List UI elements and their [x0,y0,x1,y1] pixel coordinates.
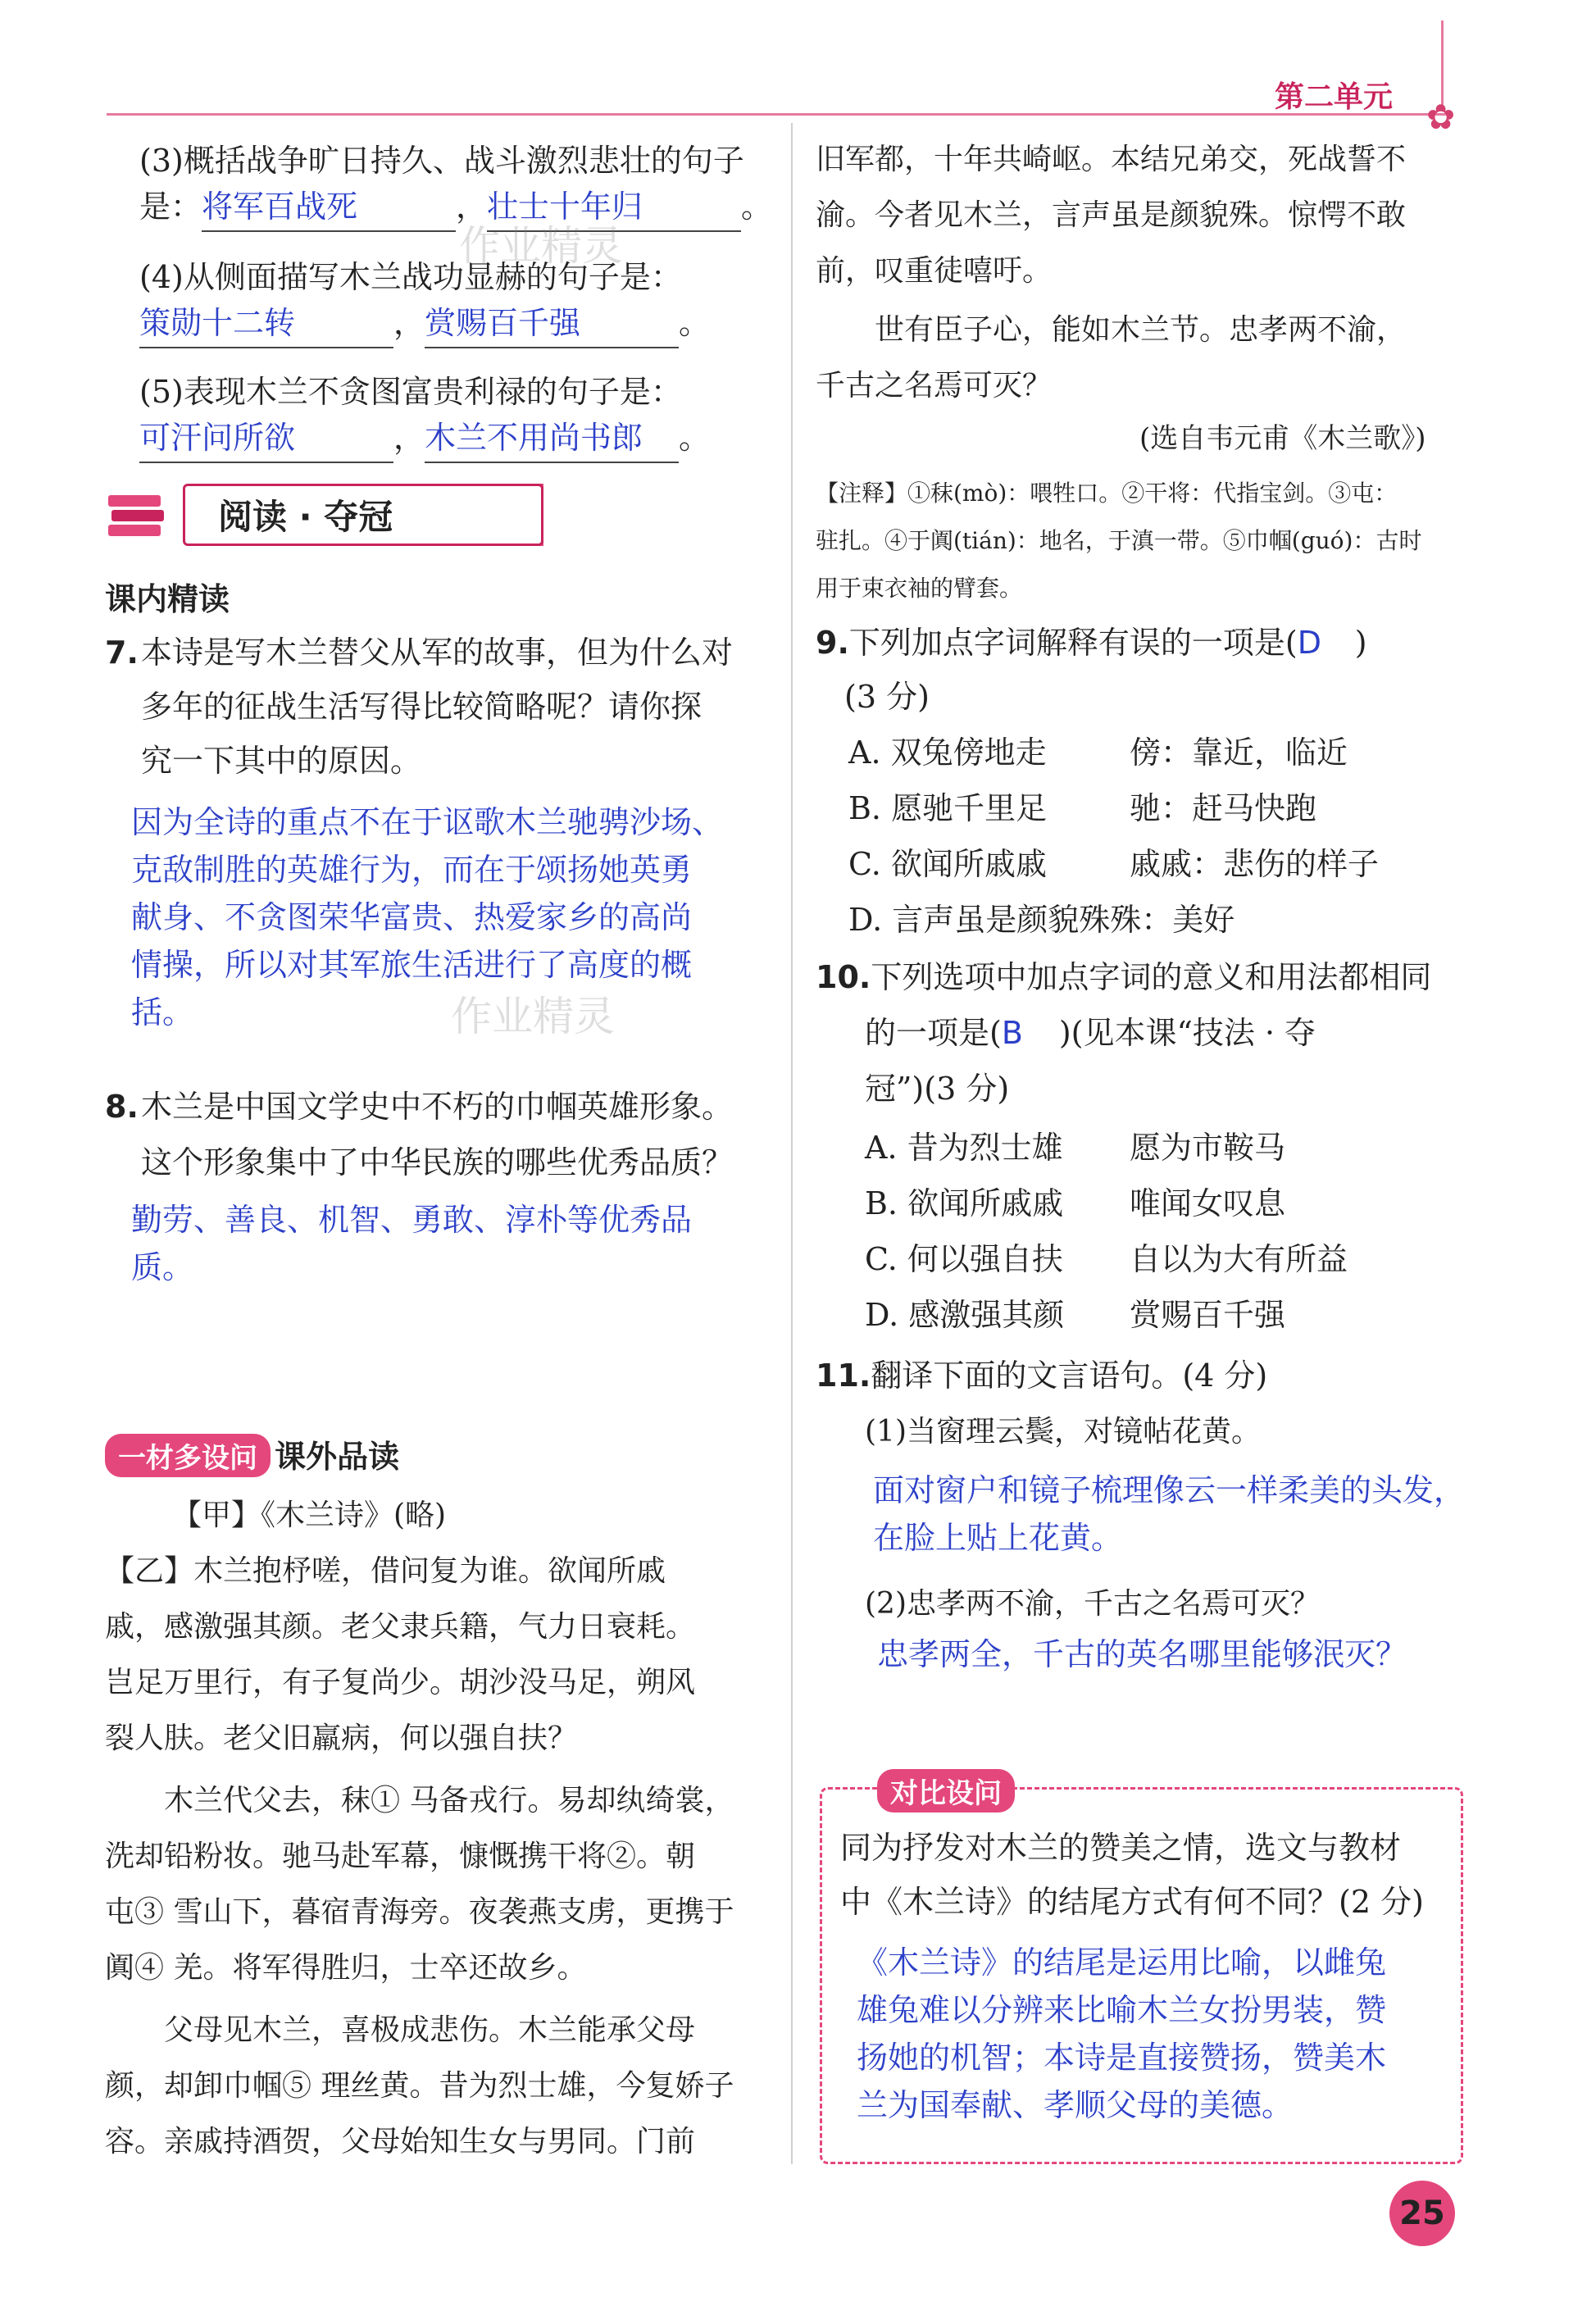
banner-title: 阅读 · 夺冠 [183,484,543,546]
passage-yi-line: 裂人肤。老父旧羸病，何以强自扶？ [105,1722,578,1755]
compare-question-line-1: 同为抒发对木兰的赞美之情，选文与教材 [840,1830,1402,1866]
q3-answer-line: 是：将军百战死 ，壮士十年归 。 [139,184,772,232]
q9-option-d-explanation: 殊：美好 [1110,902,1235,938]
extra-reading-title: 课外品读 [275,1439,400,1475]
q9-option-c: C. 欲闻所戚戚 [848,846,1047,882]
q10-option-a: A. 昔为烈士雄 [865,1130,1063,1166]
q10-stem-line-2: 的一项是(B )(见本课“技法 · 夺 [865,1010,1316,1057]
q9-option-a: A. 双兔傍地走 [848,735,1047,771]
poem-line: 世有臣子心，能如木兰节。忠孝两不渝， [816,313,1407,347]
chinese-knot-icon: ✿ [1426,97,1456,137]
q10-stem: 10.下列选项中加点字词的意义和用法都相同 [816,959,1432,995]
page-number: 25 [1389,2181,1455,2246]
compare-question-line-2: 中《木兰诗》的结尾方式有何不同？(2 分) [840,1884,1424,1920]
q10-option-b-compare: 唯闻女叹息 [1130,1185,1286,1221]
poem-line: 旧军都，十年共崎岖。本结兄弟交，死战誓不 [816,143,1407,176]
q11-answer-1-line-2: 在脸上贴上花黄。 [873,1520,1123,1556]
compare-answer-line-3: 扬她的机智；本诗是直接赞扬，赞美木 [857,2040,1387,2076]
q11-answer-1-line-1: 面对窗户和镜子梳理像云一样柔美的头发， [873,1472,1466,1508]
poem-line: 渝。今者见木兰，言声虽是颜貌殊。惊愕不敢 [816,198,1407,232]
q10-option-a-compare: 愿为市鞍马 [1130,1130,1286,1166]
compare-answer-line-4: 兰为国奉献、孝顺父母的美德。 [857,2087,1294,2123]
q7-answer-3: 献身、不贪图荣华富贵、热爱家乡的高尚 [131,899,693,935]
q7-answer-4: 情操，所以对其军旅生活进行了高度的概 [131,947,693,983]
column-divider [791,123,793,2164]
q5-label: (5)表现木兰不贪图富贵利禄的句子是： [139,374,682,410]
annotation-line: 驻扎。④于阗(tián)：地名，于滇一带。⑤巾帼(guó)：古时 [816,527,1422,554]
passage-yi-line: 岂足万里行，有子复尚少。胡沙没马足，朔风 [105,1666,696,1699]
poem-line: 千古之名焉可灭？ [816,369,1053,403]
passage-yi-line: 容。亲戚持酒贺，父母始知生女与男同。门前 [105,2125,696,2158]
q3-answer-2: 壮士十年归 [487,184,741,232]
q7-line-1: 本诗是写木兰替父从军的故事，但为什么对 [141,634,734,671]
passage-yi-line: 颜，却卸巾帼⑤ 理丝黄。昔为烈士雄，今复娇子 [105,2069,734,2103]
poem-line: 前，叹重徒嘻吁。 [816,254,1053,288]
q11-sentence-1: (1)当窗理云鬓，对镜帖花黄。 [865,1415,1261,1449]
q10-option-c-compare: 自以为大有所益 [1130,1241,1348,1277]
compare-answer-line-1: 《木兰诗》的结尾是运用比喻，以雌兔 [857,1944,1387,1981]
q5-answer-1: 可汗问所欲 [139,415,393,463]
annotation-line: 用于束衣袖的臂套。 [816,575,1023,602]
q8-number: 8. [105,1089,139,1125]
q9-option-b: B. 愿驰千里足 [848,790,1048,826]
q11-stem: 11.翻译下面的文言语句。(4 分) [816,1358,1268,1394]
q7-answer-1: 因为全诗的重点不在于讴歌木兰驰骋沙场、 [131,804,724,840]
q7-line-2: 多年的征战生活写得比较简略呢？请你探 [141,689,703,725]
passage-yi-line: 洗却铅粉妆。驰马赴军幕，慷慨携干将②。朝 [105,1840,696,1873]
q5-answer-line: 可汗问所欲 ，木兰不用尚书郎 。 [139,415,710,463]
q4-answer-1: 策勋十二转 [139,300,393,348]
q10-answer: B [1001,1015,1023,1051]
q5-answer-2: 木兰不用尚书郎 [425,415,679,463]
annotation-line: 【注释】①秣(mò)：喂牲口。②干将：代指宝剑。③屯： [816,480,1398,507]
q4-answer-line: 策勋十二转 ，赏赐百千强 。 [139,300,710,348]
passage-yi-line: 父母见木兰，喜极成悲伤。木兰能承父母 [105,2013,696,2047]
poem-source: (选自韦元甫《木兰歌》) [1139,422,1426,455]
passage-yi-line: 阗④ 羌。将军得胜归，士卒还故乡。 [105,1951,587,1985]
books-icon [105,489,171,541]
q9-option-d: D. 言声虽是颜貌殊殊：美好 [848,902,1235,938]
q10-option-d-compare: 赏赐百千强 [1130,1297,1286,1333]
q10-stem-line-3: 冠”)(3 分) [865,1071,1010,1107]
extra-reading-heading [105,1431,399,1477]
q7-number: 7. [105,634,139,671]
compare-tag: 对比设问 [877,1769,1015,1813]
q8-answer-1: 勤劳、善良、机智、勇敢、淳朴等优秀品 [131,1202,693,1238]
q4-answer-2: 赏赐百千强 [425,300,679,348]
q9-score: (3 分) [844,679,930,715]
watermark: 作业精灵 [459,222,623,270]
q7-line-3: 究一下其中的原因。 [141,743,422,779]
q10-option-c: C. 何以强自扶 [865,1241,1063,1277]
passage-yi-line: 屯③ 雪山下，暮宿青海旁。夜袭燕支虏，更携于 [105,1895,734,1929]
compare-answer-line-2: 雄兔难以分辨来比喻木兰女扮男装，赞 [857,1992,1387,2028]
q10-option-b: B. 欲闻所戚戚 [865,1185,1064,1221]
q7-answer-2: 克敌制胜的英雄行为，而在于颂扬她英勇 [131,852,693,888]
passage-yi-line: 木兰代父去，秣① 马备戎行。易却纨绮裳， [105,1784,734,1817]
q9-stem: 9.下列加点字词解释有误的一项是(D ) [816,620,1367,666]
q10-option-d: D. 感激强其颜 [865,1297,1065,1333]
q4-label: (4)从侧面描写木兰战功显赫的句子是： [139,259,682,295]
watermark: 作业精灵 [451,993,615,1040]
q9-option-c-explanation: 戚戚：悲伤的样子 [1130,846,1380,882]
q11-sentence-2: (2)忠孝两不渝，千古之名焉可灭？ [865,1587,1320,1621]
passage-yi-line: 戚，感激强其颜。老父隶兵籍，气力日衰耗。 [105,1610,696,1644]
passage-jia: 【甲】《木兰诗》(略) [172,1499,447,1532]
q3-answer-1: 将军百战死 [202,184,456,232]
unit-title: 第二单元 [1275,80,1394,114]
q3-label: (3)概括战争旷日持久、战斗激烈悲壮的句子 [139,143,744,179]
q11-answer-2: 忠孝两全，千古的英名哪里能够泯灭？ [877,1636,1407,1672]
q9-answer: D [1297,625,1321,661]
header-rule [107,113,1451,116]
passage-yi-line: 【乙】木兰抱杼嗟，借问复为谁。欲闻所戚 [105,1554,666,1588]
q9-option-b-explanation: 驰：赶马快跑 [1130,790,1317,826]
extra-reading-tag: 一材多设问 [105,1434,271,1477]
intensive-reading-heading: 课内精读 [105,581,230,617]
q8-line-1: 木兰是中国文学史中不朽的巾帼英雄形象。 [141,1089,734,1125]
q7-answer-5: 括。 [131,994,194,1030]
q9-option-a-explanation: 傍：靠近，临近 [1130,735,1348,771]
q8-answer-2: 质。 [131,1249,194,1285]
q8-line-2: 这个形象集中了中华民族的哪些优秀品质？ [141,1144,734,1180]
